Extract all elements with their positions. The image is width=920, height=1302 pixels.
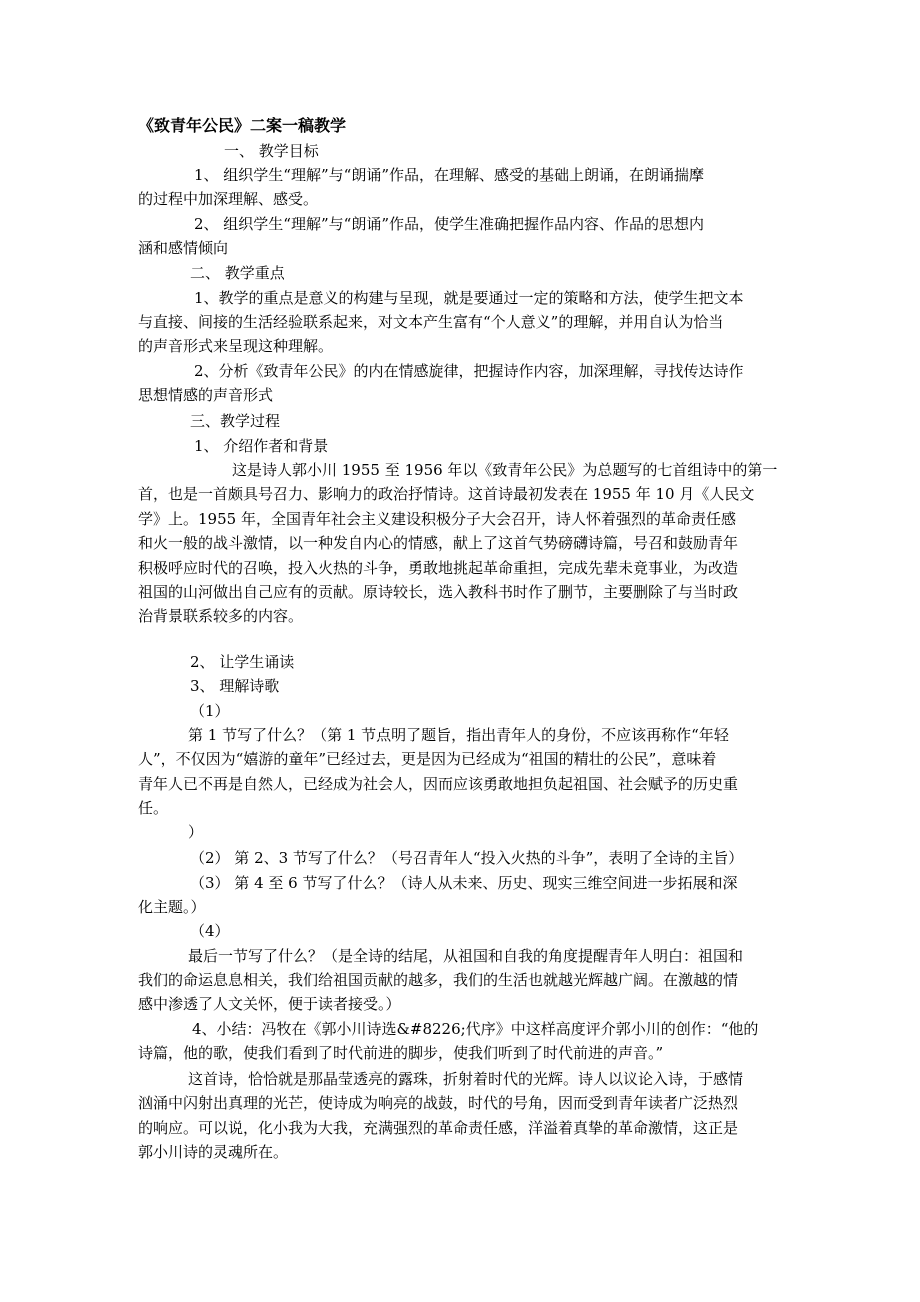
text-line: 1、 组织学生“理解”与“朗诵”作品，在理解、感受的基础上朗诵，在朗诵揣摩 bbox=[194, 166, 704, 184]
text-line: 二、 教学重点 bbox=[190, 264, 285, 282]
text-line: 思想情感的声音形式 bbox=[138, 386, 274, 404]
text-line: 一、 教学目标 bbox=[224, 142, 319, 160]
text-line: （2） 第 2、3 节写了什么？（号召青年人“投入火热的斗争”，表明了全诗的主旨） bbox=[190, 849, 744, 867]
text-line: （4） bbox=[190, 922, 230, 940]
text-line: 三、教学过程 bbox=[190, 412, 281, 430]
text-line: （3） 第 4 至 6 节写了什么？（诗人从未来、历史、现实三维空间进一步拓展和深 bbox=[190, 874, 738, 892]
text-line: （1） bbox=[190, 702, 230, 720]
text-line: 任。 bbox=[138, 799, 169, 817]
text-line: 我们的命运息息相关，我们给祖国贡献的越多，我们的生活也就越光辉越广阔。在激越的情 bbox=[138, 971, 739, 989]
text-line: 这是诗人郭小川 1955 至 1956 年以《致青年公民》为总题写的七首组诗中的第一 bbox=[232, 461, 778, 479]
text-line: 的声音形式来呈现这种理解。 bbox=[138, 337, 334, 355]
text-line: 积极呼应时代的召唤，投入火热的斗争，勇敢地挑起革命重担，完成先辈未竟事业，为改造 bbox=[138, 559, 739, 577]
text-line: 化主题。） bbox=[138, 898, 206, 916]
document-title: 《致青年公民》二案一稿教学 bbox=[138, 116, 347, 135]
text-line: 人”，不仅因为“嬉游的童年”已经过去，更是因为已经成为“祖国的精壮的公民”，意味着 bbox=[138, 750, 717, 768]
text-line: 2、 让学生诵读 bbox=[190, 653, 295, 671]
text-line: 祖国的山河做出自己应有的贡献。原诗较长，选入教科书时作了删节，主要删除了与当时政 bbox=[138, 583, 739, 601]
text-line: 感中渗透了人文关怀，便于读者接受。） bbox=[138, 995, 401, 1013]
text-line: 学》上。1955 年，全国青年社会主义建设积极分子大会召开，诗人怀着强烈的革命责任感 bbox=[138, 510, 736, 528]
text-line: 的响应。可以说，化小我为大我，充满强烈的革命责任感，洋溢着真挚的革命激情，这正是 bbox=[138, 1119, 739, 1137]
text-line: 2、 组织学生“理解”与“朗诵”作品，使学生准确把握作品内容、作品的思想内 bbox=[194, 215, 704, 233]
text-line: 诗篇，他的歌，使我们看到了时代前进的脚步，使我们听到了时代前进的声音。” bbox=[138, 1044, 664, 1062]
text-line: 与直接、间接的生活经验联系起来，对文本产生富有“个人意义”的理解，并用自认为恰当 bbox=[138, 313, 724, 331]
text-line: 和火一般的战斗激情，以一种发自内心的情感，献上了这首气势磅礴诗篇，号召和鼓励青年 bbox=[138, 534, 739, 552]
text-line: 郭小川诗的灵魂所在。 bbox=[138, 1143, 289, 1161]
text-line: 青年人已不再是自然人，已经成为社会人，因而应该勇敢地担负起祖国、社会赋予的历史重 bbox=[138, 775, 739, 793]
text-line: 第 1 节写了什么？（第 1 节点明了题旨，指出青年人的身份，不应该再称作“年轻 bbox=[188, 726, 729, 744]
text-line: 2、分析《致青年公民》的内在情感旋律，把握诗作内容，加深理解，寻找传达诗作 bbox=[194, 362, 744, 380]
text-line: 首，也是一首颇具号召力、影响力的政治抒情诗。这首诗最初发表在 1955 年 10 月《人民文 bbox=[138, 485, 755, 503]
text-line: 4、小结：冯牧在《郭小川诗选&#8226;代序》中这样高度评介郭小川的创作：“他的 bbox=[192, 1020, 759, 1038]
text-line: 这首诗，恰恰就是那晶莹透亮的露珠，折射着时代的光辉。诗人以议论入诗，于感情 bbox=[188, 1070, 744, 1088]
text-line: 涵和感情倾向 bbox=[138, 239, 229, 257]
text-line: 1、教学的重点是意义的构建与呈现，就是要通过一定的策略和方法，使学生把文本 bbox=[194, 289, 744, 307]
text-line: 1、 介绍作者和背景 bbox=[194, 437, 329, 455]
text-line: 最后一节写了什么？（是全诗的结尾，从祖国和自我的角度提醒青年人明白：祖国和 bbox=[188, 947, 744, 965]
text-line: 3、 理解诗歌 bbox=[190, 677, 280, 695]
text-line: 汹涌中闪射出真理的光芒，使诗成为响亮的战鼓，时代的号角，因而受到青年读者广泛热烈 bbox=[138, 1094, 739, 1112]
text-line: 治背景联系较多的内容。 bbox=[138, 607, 304, 625]
text-line: ） bbox=[188, 823, 204, 841]
text-line: 的过程中加深理解、感受。 bbox=[138, 190, 319, 208]
